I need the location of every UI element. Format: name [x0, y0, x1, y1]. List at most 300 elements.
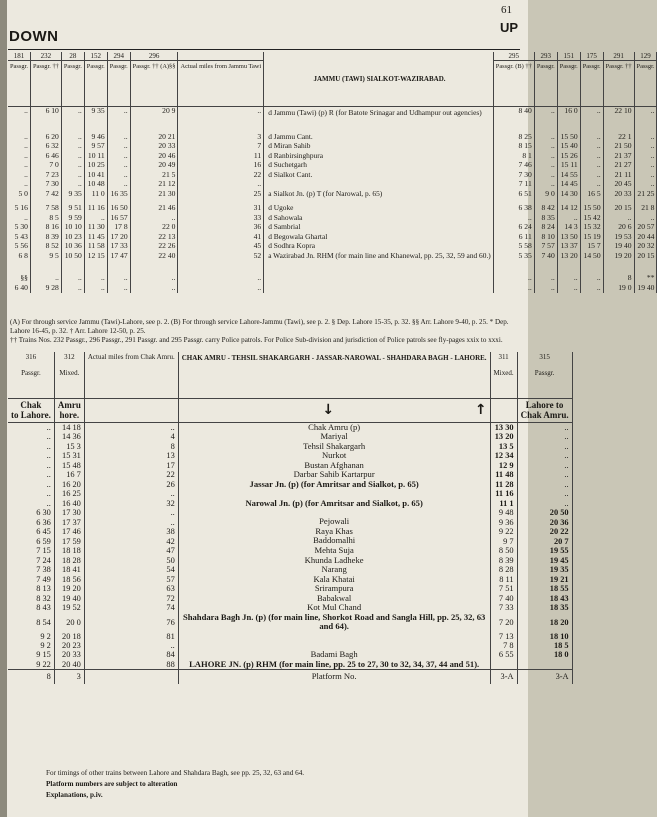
- down-time: 8 32: [8, 594, 54, 604]
- down-time: ..: [84, 284, 107, 294]
- down-time: ..: [8, 470, 54, 480]
- down-time: 21 46: [130, 204, 178, 214]
- miles-value: 22: [178, 171, 264, 181]
- up-time: 9 36: [490, 517, 517, 527]
- table-row: [8, 284, 657, 294]
- up-time: ..: [580, 142, 603, 152]
- up-time: 19 40: [603, 242, 634, 252]
- station-name: [264, 284, 494, 294]
- up-time: 7 51: [490, 584, 517, 594]
- up-time: 8: [603, 274, 634, 284]
- up-time: 21 50: [603, 142, 634, 152]
- down-time: 20 33: [54, 650, 84, 660]
- down-time: 10 25: [84, 161, 107, 171]
- down-time: 9 15: [8, 650, 54, 660]
- train-type-label: Passgr.: [84, 61, 107, 107]
- direction-up-label: UP: [499, 20, 518, 35]
- up-time: 6 38: [493, 204, 534, 214]
- up-time: 19 0: [603, 284, 634, 294]
- up-time: 18 43: [517, 594, 572, 604]
- band-text: Chak: [20, 400, 42, 411]
- station-name: Darbar Sahib Kartarpur: [178, 470, 490, 480]
- down-time: ..: [8, 171, 30, 181]
- chak-amru-lahore-timetable: [8, 352, 573, 684]
- miles-value: 74: [84, 603, 178, 613]
- miles-value: 7: [178, 142, 264, 152]
- up-time: 6 24: [493, 223, 534, 233]
- down-time: 14 18: [54, 422, 84, 432]
- up-time: 22 10: [603, 107, 634, 133]
- band-text: Chak Amru.: [520, 410, 569, 420]
- table-row: [8, 461, 572, 471]
- down-time: 11 58: [84, 242, 107, 252]
- up-time: 5 35: [493, 252, 534, 274]
- miles-value: 45: [178, 242, 264, 252]
- up-time: 15 50: [557, 133, 580, 143]
- down-train-header: [54, 352, 84, 398]
- station-name: Baddomalhi: [178, 536, 490, 546]
- down-time: 20 18: [54, 632, 84, 641]
- miles-value: 63: [84, 584, 178, 594]
- miles-value: 16: [178, 161, 264, 171]
- station-name: Nurkot: [178, 451, 490, 461]
- down-time: ..: [84, 274, 107, 284]
- miles-value: ..: [84, 508, 178, 517]
- up-time: 15 40: [557, 142, 580, 152]
- station-name: Mehta Suja: [178, 546, 490, 556]
- table-row: [8, 233, 657, 243]
- band-left: [8, 398, 54, 422]
- down-time: ..: [8, 142, 30, 152]
- platform-number: 3: [54, 670, 84, 684]
- down-time: ..: [107, 274, 130, 284]
- down-time: 10 23: [61, 233, 84, 243]
- table-row: [8, 161, 657, 171]
- down-time: 20 9: [130, 107, 178, 133]
- up-time: 19 45: [517, 556, 572, 566]
- down-time: 20 21: [130, 133, 178, 143]
- station-name: LAHORE JN. (p) RHM (for main line, pp. 25 to 27, 30 to 32, 34, 37, 44 and 51).: [178, 660, 490, 670]
- down-time: ..: [107, 107, 130, 133]
- up-time: 8 40: [493, 107, 534, 133]
- down-time: 5 0: [8, 190, 30, 204]
- down-time: 8 43: [8, 603, 54, 613]
- footer-line: Explanations, p.iv.: [46, 790, 103, 799]
- band-left: [54, 398, 84, 422]
- down-time: 6 20: [30, 133, 61, 143]
- down-time: 11 0: [84, 190, 107, 204]
- down-time: 8 52: [30, 242, 61, 252]
- up-time: 15 32: [580, 223, 603, 233]
- up-time: ..: [580, 171, 603, 181]
- down-time: ..: [8, 451, 54, 461]
- table-row: [8, 594, 572, 604]
- station-name: [264, 274, 494, 284]
- down-time: ..: [61, 107, 84, 133]
- down-time: 9 35: [84, 107, 107, 133]
- miles-value: 41: [178, 233, 264, 243]
- up-time: ..: [493, 274, 534, 284]
- miles-value: ..: [178, 107, 264, 133]
- train-type-label: Passgr. (B) ††: [493, 61, 534, 107]
- down-time: ..: [84, 214, 107, 224]
- table-row: [8, 480, 572, 490]
- up-time: 7 8: [490, 641, 517, 650]
- up-time: 18 0: [517, 650, 572, 660]
- down-time: 17 33: [107, 242, 130, 252]
- up-time: 9 22: [490, 527, 517, 537]
- down-time: 18 41: [54, 565, 84, 575]
- down-time: 7 15: [8, 546, 54, 556]
- down-time: 8 39: [30, 233, 61, 243]
- train-type-label: Passgr.: [107, 61, 130, 107]
- train-type-label: Passgr. ††: [30, 61, 61, 107]
- up-time: 19 21: [517, 575, 572, 585]
- down-time: 9 2: [8, 632, 54, 641]
- down-time: 6 46: [30, 152, 61, 162]
- down-time: ..: [8, 422, 54, 432]
- down-time: ..: [8, 152, 30, 162]
- station-name: Bustan Afghanan: [178, 461, 490, 471]
- down-time: ..: [130, 284, 178, 294]
- footer-line: For timings of other trains between Lahore and Shahdara Bagh, see pp. 25, 32, 63 and 64.: [46, 769, 305, 777]
- up-time: 5 58: [493, 242, 534, 252]
- down-time: 18 56: [54, 575, 84, 585]
- up-time: 11 28: [490, 480, 517, 490]
- miles-value: ..: [178, 284, 264, 294]
- table-row: [8, 214, 657, 224]
- up-time: 14 50: [580, 252, 603, 274]
- up-train-header: [517, 352, 572, 398]
- up-time: 19 53: [603, 233, 634, 243]
- up-time: ..: [580, 161, 603, 171]
- up-time: ..: [634, 107, 657, 133]
- up-time: ..: [534, 171, 557, 181]
- up-train-number: 291: [603, 52, 634, 61]
- miles-header: Actual miles from Jammu Tawi: [178, 61, 264, 107]
- down-time: 19 52: [54, 603, 84, 613]
- up-time: 7 30: [493, 171, 534, 181]
- down-train-number: 152: [84, 52, 107, 61]
- up-time: ..: [517, 432, 572, 442]
- down-time: 16 57: [107, 214, 130, 224]
- page-number: 61: [501, 4, 512, 16]
- up-time: ..: [517, 480, 572, 490]
- up-time: 15 26: [557, 152, 580, 162]
- station-name: d Begowala Ghartal: [264, 233, 494, 243]
- table-row: [8, 171, 657, 181]
- band-spacer: [490, 398, 517, 422]
- down-time: ..: [8, 432, 54, 442]
- table-row: [8, 575, 572, 585]
- up-time: ..: [603, 214, 634, 224]
- train-type-label: Passgr.: [21, 368, 41, 377]
- note-line: †† Trains Nos. 232 Passgr., 296 Passgr., 291 Passgr. and 295 Passgr. carry Police patrols. For Police Sub-division and jurisdiction of Police patrols see fly-pages xxix to xxxi.: [10, 335, 503, 344]
- down-time: 11 16: [84, 204, 107, 214]
- table-row: [8, 432, 572, 442]
- miles-value: 31: [178, 204, 264, 214]
- train-type-label: Passgr.: [534, 368, 555, 377]
- down-time: 7 23: [30, 171, 61, 181]
- down-time: ..: [107, 142, 130, 152]
- up-time: [517, 660, 572, 670]
- platform-spacer: [84, 670, 178, 684]
- up-time: 20 50: [517, 508, 572, 517]
- down-time: 22 40: [130, 252, 178, 274]
- miles-value: 11: [178, 152, 264, 162]
- up-time: 9 48: [490, 508, 517, 517]
- route-title: CHAK AMRU - TEHSIL SHAKARGARH - JASSAR-NAROWAL - SHAHDARA BAGH - LAHORE.: [178, 352, 490, 398]
- station-name: d Sambrial: [264, 223, 494, 233]
- down-time: ..: [107, 284, 130, 294]
- up-train-number: 175: [580, 52, 603, 61]
- down-time: 8 5: [30, 214, 61, 224]
- down-time: 21 30: [130, 190, 178, 204]
- up-train-number: 129: [634, 52, 657, 61]
- footer-line: Platform numbers are subject to alteration: [46, 779, 178, 788]
- train-type-label: Passgr.: [634, 61, 657, 107]
- up-train-number: 151: [557, 52, 580, 61]
- down-train-number: 28: [61, 52, 84, 61]
- up-time: 7 57: [534, 242, 557, 252]
- miles-value: ..: [84, 422, 178, 432]
- down-time: ..: [30, 274, 61, 284]
- up-time: ..: [580, 107, 603, 133]
- up-time: 19 35: [517, 565, 572, 575]
- up-time: 20 6: [603, 223, 634, 233]
- down-time: 9 57: [84, 142, 107, 152]
- table-row: [8, 556, 572, 566]
- up-time: 7 33: [490, 603, 517, 613]
- up-time: ..: [634, 171, 657, 181]
- down-time: 22 13: [130, 233, 178, 243]
- down-time: 7 42: [30, 190, 61, 204]
- station-name: d Ranbirsinghpura: [264, 152, 494, 162]
- miles-value: 84: [84, 650, 178, 660]
- up-time: 20 45: [603, 180, 634, 190]
- miles-value: 88: [84, 660, 178, 670]
- down-time: 12 15: [84, 252, 107, 274]
- up-time: ..: [634, 214, 657, 224]
- table-row: [8, 142, 657, 152]
- up-time: 8 35: [534, 214, 557, 224]
- up-time: 6 51: [493, 190, 534, 204]
- down-time: ..: [8, 161, 30, 171]
- route-band-row: [8, 398, 572, 422]
- up-time: ..: [517, 442, 572, 452]
- up-time: 20 44: [634, 233, 657, 243]
- miles-value: 3: [178, 133, 264, 143]
- miles-value: 8: [84, 442, 178, 452]
- up-time: ..: [534, 107, 557, 133]
- down-time: ..: [61, 180, 84, 190]
- down-time: 10 50: [61, 252, 84, 274]
- direction-down-label: DOWN: [9, 28, 59, 45]
- up-time: ..: [580, 274, 603, 284]
- down-time: 21 5: [130, 171, 178, 181]
- down-time: 18 28: [54, 556, 84, 566]
- up-time: ..: [634, 152, 657, 162]
- up-time: 15 50: [580, 204, 603, 214]
- miles-header: Actual miles from Chak Amru.: [84, 352, 178, 398]
- up-time: 20 22: [517, 527, 572, 537]
- down-time: 9 22: [8, 660, 54, 670]
- miles-value: 33: [178, 214, 264, 224]
- down-time: 11 45: [84, 233, 107, 243]
- up-time: 20 15: [634, 252, 657, 274]
- down-time: 10 11: [84, 152, 107, 162]
- down-time: 15 48: [54, 461, 84, 471]
- down-time: 10 48: [84, 180, 107, 190]
- down-time: 10 41: [84, 171, 107, 181]
- down-time: 6 10: [30, 107, 61, 133]
- station-name: d Jammu Cant.: [264, 133, 494, 143]
- down-time: 7 49: [8, 575, 54, 585]
- binding-gutter: [0, 0, 7, 817]
- up-arrow-icon: ↑: [474, 402, 487, 418]
- up-time: 7 20: [490, 613, 517, 632]
- down-train-header: [8, 352, 54, 398]
- train-type-label: Passgr.: [580, 61, 603, 107]
- station-name: d Sialkot Cant.: [264, 171, 494, 181]
- table-row: [8, 204, 657, 214]
- down-time: 6 45: [8, 527, 54, 537]
- up-time: 12 9: [490, 461, 517, 471]
- down-time: 17 59: [54, 536, 84, 546]
- up-time: 20 36: [517, 517, 572, 527]
- station-name: d Sahowala: [264, 214, 494, 224]
- down-time: 9 46: [84, 133, 107, 143]
- up-time: 14 55: [557, 171, 580, 181]
- table-row: [8, 190, 657, 204]
- up-time: 6 11: [493, 233, 534, 243]
- station-name: Mariyal: [178, 432, 490, 442]
- up-time: ..: [557, 284, 580, 294]
- miles-value: 36: [178, 223, 264, 233]
- train-type-label: Passgr.: [534, 61, 557, 107]
- down-time: 20 0: [54, 613, 84, 632]
- up-time: ..: [534, 152, 557, 162]
- down-time: ..: [107, 180, 130, 190]
- up-time: 11 48: [490, 470, 517, 480]
- miles-value: 76: [84, 613, 178, 632]
- miles-value: 42: [84, 536, 178, 546]
- miles-value: 54: [84, 565, 178, 575]
- station-name: d Miran Sahib: [264, 142, 494, 152]
- down-time: 6 36: [8, 517, 54, 527]
- up-time: 8 28: [490, 565, 517, 575]
- miles-value: 72: [84, 594, 178, 604]
- up-time: ..: [493, 284, 534, 294]
- down-time: 8 16: [30, 223, 61, 233]
- down-time: ..: [8, 107, 30, 133]
- station-name: Khunda Ladheke: [178, 556, 490, 566]
- down-time: 6 8: [8, 252, 30, 274]
- down-time: ..: [130, 274, 178, 284]
- up-time: 8 10: [534, 233, 557, 243]
- miles-value: 13: [84, 451, 178, 461]
- miles-value: ..: [178, 180, 264, 190]
- up-time: 13 5: [490, 442, 517, 452]
- up-time: 21 25: [634, 190, 657, 204]
- down-time: 9 59: [61, 214, 84, 224]
- up-time: 18 55: [517, 584, 572, 594]
- up-time: 13 20: [490, 432, 517, 442]
- table-row: [8, 536, 572, 546]
- station-name: [178, 632, 490, 641]
- band-right: [517, 398, 572, 422]
- table-row: [8, 613, 572, 632]
- up-time: **: [634, 274, 657, 284]
- station-name: Narang: [178, 565, 490, 575]
- station-name: Kala Khatai: [178, 575, 490, 585]
- table-row: [8, 565, 572, 575]
- table-row: [8, 641, 572, 650]
- down-time: ..: [8, 480, 54, 490]
- up-time: 8 25: [493, 133, 534, 143]
- station-name: Babakwal: [178, 594, 490, 604]
- station-name: d Suchetgarh: [264, 161, 494, 171]
- up-time: 13 50: [557, 233, 580, 243]
- miles-header-spacer: [178, 52, 264, 61]
- train-type-label: Passgr.: [8, 61, 30, 107]
- up-time: 6 55: [490, 650, 517, 660]
- down-time: 16 20: [54, 480, 84, 490]
- down-time: 6 32: [30, 142, 61, 152]
- platform-number: 3-A: [517, 670, 572, 684]
- note-line: (A) For through service Jammu (Tawi)-Lahore, see p. 2. (B) For through service Lahore-Jammu (Tawi), see p. 2. § Dep. Lahore 15-35, p. 32. §§ Arr. Lahore 9-40, p. 25. * Dep. Lahore 16-45, p. 32. † Arr. Lahore 12-50, p. 25.: [10, 318, 509, 335]
- down-time: 7 58: [30, 204, 61, 214]
- up-time: ..: [517, 489, 572, 498]
- down-time: 7 24: [8, 556, 54, 566]
- up-time: 7 40: [534, 252, 557, 274]
- up-time: 15 42: [580, 214, 603, 224]
- down-time: 19 40: [54, 594, 84, 604]
- down-time: 17 8: [107, 223, 130, 233]
- up-time: ..: [580, 152, 603, 162]
- down-train-number: 232: [30, 52, 61, 61]
- down-time: 15 31: [54, 451, 84, 461]
- up-time: 21 8: [634, 204, 657, 214]
- down-time: 15 3: [54, 442, 84, 452]
- down-time: 16 25: [54, 489, 84, 498]
- up-time: 16 0: [557, 107, 580, 133]
- down-time: ..: [61, 142, 84, 152]
- station-name: d Sodhra Kopra: [264, 242, 494, 252]
- down-time: 16 7: [54, 470, 84, 480]
- table-row: [8, 274, 657, 284]
- down-train-number: 296: [130, 52, 178, 61]
- footer-notes: [46, 768, 304, 800]
- up-time: 15 11: [557, 161, 580, 171]
- table-row: [8, 499, 572, 509]
- up-time: 18 5: [517, 641, 572, 650]
- up-time: 9 0: [534, 190, 557, 204]
- miles-value: ..: [84, 641, 178, 650]
- platform-number: 8: [8, 670, 54, 684]
- down-train-number: 294: [107, 52, 130, 61]
- down-time: 22 26: [130, 242, 178, 252]
- station-name: Srirampura: [178, 584, 490, 594]
- down-time: 5 16: [8, 204, 30, 214]
- up-time: ..: [534, 180, 557, 190]
- down-time: ..: [8, 499, 54, 509]
- top-rule: [8, 49, 520, 50]
- up-time: 18 20: [517, 613, 572, 632]
- train-type-label: Mixed.: [59, 368, 80, 377]
- up-time: 8 39: [490, 556, 517, 566]
- down-time: ..: [61, 171, 84, 181]
